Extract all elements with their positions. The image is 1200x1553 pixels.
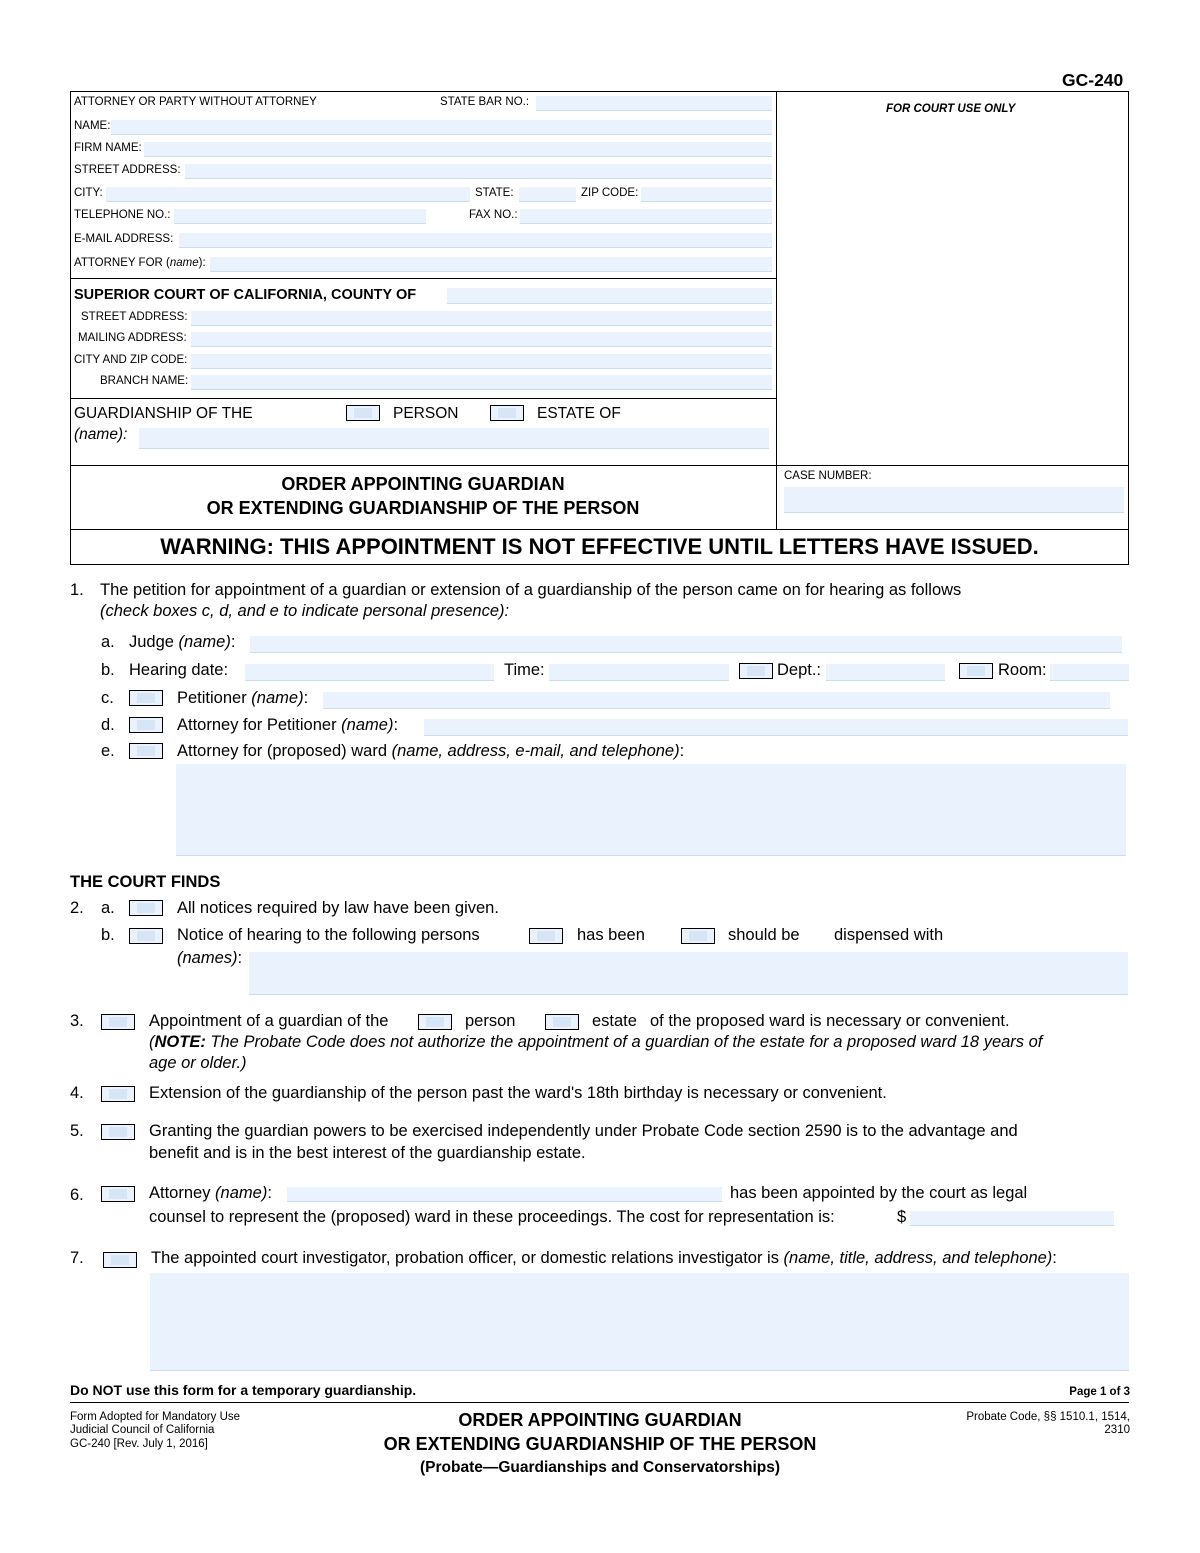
fax-field[interactable]: [520, 209, 772, 224]
attorney-for-label: ATTORNEY FOR (name):: [74, 257, 206, 269]
hearing-date-label: Hearing date:: [129, 661, 229, 679]
judge-field[interactable]: [250, 636, 1122, 653]
court-branch-label: BRANCH NAME:: [100, 375, 189, 387]
adopted-line3: GC-240 [Rev. July 1, 2016]: [70, 1438, 208, 1450]
item3-note: (NOTE: The Probate Code does not authorize the appointment of a guardian of the estate for a proposed ward 18 years of: [149, 1033, 1043, 1051]
item3-number: 3.: [70, 1012, 84, 1030]
item2-number: 2.: [70, 899, 84, 917]
item3-note-line2: age or older.): [149, 1054, 247, 1072]
item1d-letter: d.: [101, 716, 115, 734]
court-cityzip-label: CITY AND ZIP CODE:: [74, 354, 188, 366]
rule-guardianship: [70, 398, 776, 399]
case-number-label: CASE NUMBER:: [784, 470, 872, 482]
item3-estate-checkbox[interactable]: [545, 1014, 579, 1030]
names-field[interactable]: [249, 952, 1128, 995]
petitioner-label: Petitioner (name):: [177, 689, 309, 707]
phone-label: TELEPHONE NO.:: [74, 209, 171, 221]
city-field[interactable]: [106, 187, 470, 202]
email-label: E-MAIL ADDRESS:: [74, 233, 174, 245]
item3-person-label: person: [465, 1012, 516, 1030]
should-be-checkbox[interactable]: [681, 928, 715, 944]
item5-number: 5.: [70, 1122, 84, 1140]
item3-checkbox[interactable]: [101, 1014, 135, 1030]
notice-hearing-text: Notice of hearing to the following persons: [177, 926, 480, 944]
item3-estate-label: estate: [592, 1012, 637, 1030]
firm-field[interactable]: [144, 142, 772, 157]
item4-text: Extension of the guardianship of the person past the ward's 18th birthday is necessary or convenient.: [149, 1084, 887, 1102]
item3-text1: Appointment of a guardian of the: [149, 1012, 389, 1030]
item4-number: 4.: [70, 1084, 84, 1102]
header-divider: [776, 91, 777, 529]
attorney-label: ATTORNEY OR PARTY WITHOUT ATTORNEY: [74, 96, 317, 108]
court-street-field[interactable]: [191, 311, 772, 326]
state-label: STATE:: [475, 187, 514, 199]
item1-number: 1.: [70, 581, 84, 599]
attorney-ward-label: Attorney for (proposed) ward (name, address, e-mail, and telephone):: [177, 742, 685, 760]
footer-title3: (Probate—Guardianships and Conservatorships): [419, 1459, 780, 1476]
item1e-letter: e.: [101, 742, 115, 760]
item5-text1: Granting the guardian powers to be exercised independently under Probate Code section 2590 is to the advantage and: [149, 1122, 1018, 1140]
item6-label: Attorney (name):: [149, 1184, 272, 1202]
footer-title1: ORDER APPOINTING GUARDIAN: [458, 1410, 742, 1430]
dept-field[interactable]: [826, 664, 945, 681]
item6-text1: has been appointed by the court as legal: [730, 1184, 1028, 1202]
item1a-letter: a.: [101, 633, 115, 651]
title-line2: OR EXTENDING GUARDIANSHIP OF THE PERSON: [206, 498, 640, 518]
person-label: PERSON: [393, 405, 459, 422]
code-line1: Probate Code, §§ 1510.1, 1514,: [966, 1411, 1130, 1423]
judge-label: Judge (name):: [129, 633, 236, 651]
adopted-line1: Form Adopted for Mandatory Use: [70, 1411, 241, 1423]
item6-dollar: $: [897, 1208, 907, 1226]
room-field[interactable]: [1050, 664, 1129, 681]
title-line1: ORDER APPOINTING GUARDIAN: [281, 474, 565, 494]
state-bar-label: STATE BAR NO.:: [440, 96, 530, 108]
room-label: Room:: [998, 661, 1047, 679]
item6-attorney-field[interactable]: [287, 1187, 722, 1202]
estate-label: ESTATE OF: [537, 405, 621, 422]
item2a-letter: a.: [101, 899, 115, 917]
county-field[interactable]: [447, 288, 772, 304]
hearing-date-field[interactable]: [245, 664, 494, 681]
footer-title2: OR EXTENDING GUARDIANSHIP OF THE PERSON: [383, 1434, 817, 1454]
court-mailing-label: MAILING ADDRESS:: [78, 332, 187, 344]
street-label: STREET ADDRESS:: [74, 164, 181, 176]
item6-checkbox[interactable]: [101, 1186, 135, 1202]
time-label: Time:: [504, 661, 545, 679]
state-field[interactable]: [519, 187, 576, 202]
zip-label: ZIP CODE:: [581, 187, 639, 199]
code-line2: 2310: [1104, 1424, 1130, 1436]
court-cityzip-field[interactable]: [191, 354, 772, 369]
court-street-label: STREET ADDRESS:: [81, 311, 188, 323]
time-field[interactable]: [549, 664, 729, 681]
estate-checkbox[interactable]: [490, 405, 524, 421]
item6-number: 6.: [70, 1186, 84, 1204]
item1-text: The petition for appointment of a guardian or extension of a guardianship of the person came on for hearing as follows: [100, 581, 962, 599]
item5-text2: benefit and is in the best interest of the guardianship estate.: [149, 1144, 586, 1162]
item1b-letter: b.: [101, 661, 115, 679]
court-title: SUPERIOR COURT OF CALIFORNIA, COUNTY OF: [74, 287, 417, 303]
guardianship-name-field[interactable]: [139, 428, 769, 449]
case-number-field[interactable]: [784, 487, 1124, 513]
adopted-line2: Judicial Council of California: [70, 1424, 215, 1436]
item1-note: (check boxes c, d, and e to indicate personal presence):: [100, 602, 510, 620]
page-number: Page 1 of 3: [1069, 1386, 1130, 1398]
attorney-for-field[interactable]: [210, 257, 772, 272]
notice-hearing-checkbox[interactable]: [129, 928, 163, 944]
should-be-label: should be: [728, 926, 800, 944]
attorney-ward-field[interactable]: [176, 764, 1126, 856]
item3-text2: of the proposed ward is necessary or convenient.: [650, 1012, 1010, 1030]
rule-warning: [70, 529, 1129, 530]
footer-warning: Do NOT use this form for a temporary guardianship.: [70, 1382, 417, 1398]
attorney-ward-checkbox[interactable]: [129, 743, 163, 759]
petitioner-field[interactable]: [323, 692, 1110, 709]
fax-label: FAX NO.:: [469, 209, 518, 221]
attorney-petitioner-checkbox[interactable]: [129, 717, 163, 733]
court-branch-field[interactable]: [191, 375, 772, 390]
item7-text: The appointed court investigator, probation officer, or domestic relations investigator is (name, title, address, and telephone):: [151, 1249, 1057, 1267]
form-id: GC-240: [1062, 70, 1124, 90]
phone-field[interactable]: [174, 209, 426, 224]
guardianship-name-label: (name):: [74, 426, 128, 443]
warning-banner: WARNING: THIS APPOINTMENT IS NOT EFFECTIVE UNTIL LETTERS HAVE ISSUED.: [160, 534, 1039, 559]
court-use-label: FOR COURT USE ONLY: [886, 103, 1016, 115]
item3-person-checkbox[interactable]: [418, 1014, 452, 1030]
room-checkbox[interactable]: [959, 663, 993, 679]
rule-title: [70, 465, 1129, 466]
name-label: NAME:: [74, 120, 111, 132]
dispensed-label: dispensed with: [834, 926, 944, 944]
notices-text: All notices required by law have been given.: [177, 899, 499, 917]
petitioner-checkbox[interactable]: [129, 690, 163, 706]
attorney-petitioner-label: Attorney for Petitioner (name):: [177, 716, 399, 734]
court-finds-heading: THE COURT FINDS: [70, 873, 221, 891]
names-label: (names):: [177, 949, 243, 967]
dept-label: Dept.:: [777, 661, 822, 679]
item4-checkbox[interactable]: [101, 1086, 135, 1102]
court-mailing-field[interactable]: [191, 332, 772, 347]
item5-checkbox[interactable]: [101, 1124, 135, 1140]
item6-text2: counsel to represent the (proposed) ward in these proceedings. The cost for representation is:: [149, 1208, 835, 1226]
notices-checkbox[interactable]: [129, 900, 163, 916]
name-field[interactable]: [111, 120, 772, 135]
footer-rule: [70, 1402, 1129, 1403]
has-been-label: has been: [577, 926, 645, 944]
item7-number: 7.: [70, 1249, 84, 1267]
city-label: CITY:: [74, 187, 103, 199]
rule-court: [70, 278, 776, 279]
item7-field[interactable]: [150, 1273, 1129, 1371]
dept-checkbox[interactable]: [739, 663, 773, 679]
item1c-letter: c.: [101, 689, 114, 707]
guardianship-label: GUARDIANSHIP OF THE: [74, 405, 253, 422]
has-been-checkbox[interactable]: [529, 928, 563, 944]
email-field[interactable]: [179, 233, 772, 248]
state-bar-field[interactable]: [536, 96, 772, 111]
street-field[interactable]: [185, 164, 772, 179]
item2b-letter: b.: [101, 926, 115, 944]
person-checkbox[interactable]: [346, 405, 380, 421]
firm-label: FIRM NAME:: [74, 142, 142, 154]
item7-checkbox[interactable]: [103, 1252, 137, 1268]
item6-cost-field[interactable]: [910, 1211, 1114, 1226]
zip-field[interactable]: [641, 187, 772, 202]
attorney-petitioner-field[interactable]: [424, 719, 1128, 736]
